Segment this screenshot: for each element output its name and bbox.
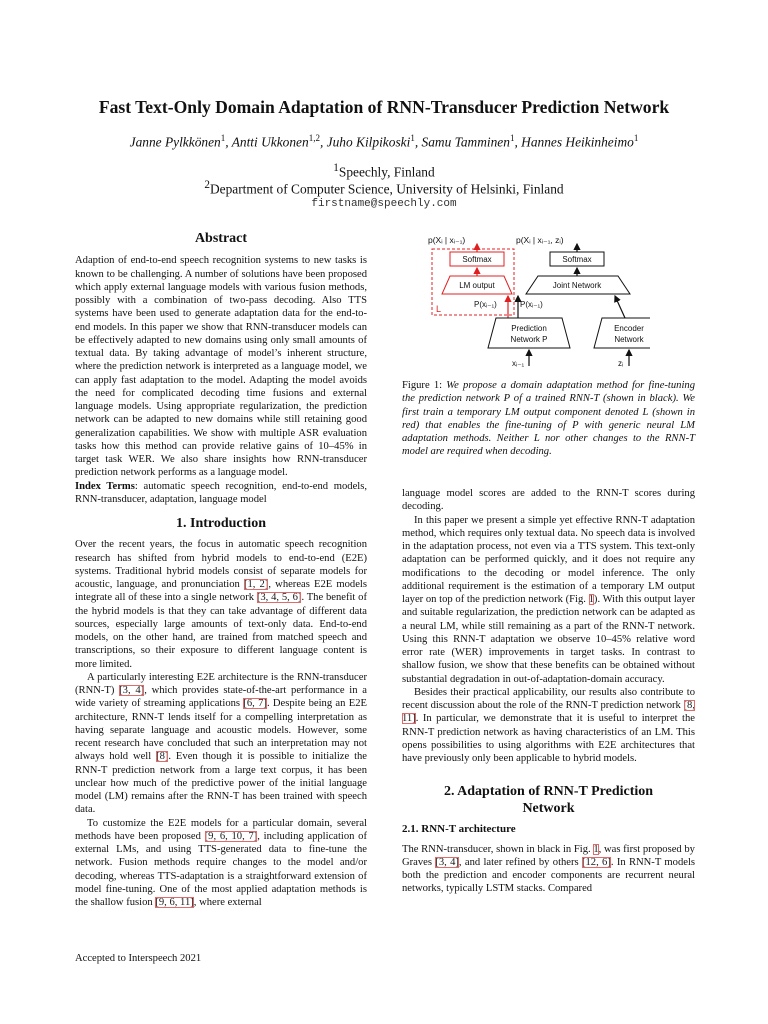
- intro-paragraph-2: A particularly interesting E2E architecture is the RNN-transducer (RNN-T) [3, 4], which provides state-of-the-art performance in a wide variety of streaming applications [6, 7]. Despite being an E2E architecture, RNN-T lends itself for a compelling interpretation as having separate language and acoustic models. However, some recent research have concluded that such an interpretation may not always hold well [8]. Even though it is possible to initialize the RNN-T prediction network from a large text corpus, it has been unclear how much of the predictive power of the initial language model (LM) remains after the RNN-T has been trained with speech data.: [75, 671, 368, 816]
- citation-link[interactable]: [9, 6, 11]: [155, 897, 194, 908]
- prediction-output-label-right: P(xᵢ₋₁): [520, 300, 543, 309]
- author-affiliation-mark: 1: [220, 133, 226, 143]
- prediction-network-label-1: Prediction: [511, 324, 547, 333]
- output-prob-lm-label: p(Xᵢ | xᵢ₋₁): [428, 235, 466, 245]
- figure-link[interactable]: 1: [588, 594, 594, 605]
- output-prob-rnnt-label: p(Xᵢ | xᵢ₋₁, zᵢ): [516, 235, 564, 245]
- L-label: L: [436, 304, 442, 314]
- softmax-red-label: Softmax: [462, 255, 492, 264]
- figure-1-diagram: [420, 232, 650, 374]
- figure-link[interactable]: 1: [593, 843, 599, 855]
- encoder-network-label-1: Encoder: [614, 324, 644, 333]
- author-name: Antti Ukkonen: [231, 134, 309, 150]
- introduction-heading: 1. Introduction: [176, 516, 266, 531]
- section-2-heading: 2. Adaptation of RNN-T Prediction Network: [443, 784, 654, 817]
- abstract-text: Adaption of end-to-end speech recognition systems to new tasks is known to be challenging. A number of solutions have been proposed which apply external language models with various fusion methods, possibly with a combination of two-pass decoding. Also TTS systems have been used to generate adaptation data for the end-to-end models. In this paper we show that RNN-transducer models can be effectively adapted to new domains using only small amounts of textual data. By taking advantage of model’s inherent structure, where the prediction network is interpreted as a language model, we can apply fast adaptation to the model. Adapting the model avoids the need for complicated decoding time fusions and external language models. Using appropriate regularization, the prediction network can be adapted to new domains while still retaining good generalization capabilities. We show with multiple ASR evaluation tasks how this method can provide relative gains of 10–45% in target task WER. We also share insights how RNN-transducer prediction network performs as a language model.: [75, 255, 367, 479]
- author-affiliation-mark: 1: [509, 133, 515, 143]
- citation-link[interactable]: [12, 6]: [581, 856, 611, 868]
- contact-email: firstname@speechly.com: [311, 198, 457, 210]
- softmax-black-label: Softmax: [562, 255, 592, 264]
- author-name: Juho Kilpikoski: [326, 134, 411, 150]
- author-name: Samu Tamminen: [421, 134, 510, 150]
- author-name: Hannes Heikinheimo: [521, 134, 634, 150]
- citation-link[interactable]: [6, 7]: [243, 698, 267, 710]
- author-affiliation-mark: 1,2: [308, 133, 320, 143]
- prediction-network-label-2: Network P: [510, 335, 548, 344]
- intro-paragraph-1: Over the recent years, the focus in automatic speech recognition research has shifted from hybrid models to end-to-end (E2E) systems. Traditional hybrid models consist of separate models for acoustic, language, and pronunciation [1, 2], whereas E2E models integrate all of these into a single network [3, 4, 5, 6]. The benefit of the hybrid models is that they can take advantage of different data sources, especially large amounts of text-only data. End-to-end models, on the other hand, are trained from matched speech and transcriptions, so their exposure to different language content is more limited.: [75, 539, 367, 670]
- affiliation-2: $^2$Department of Computer Science, University of Helsinki, Finland: [204, 179, 564, 197]
- author-list: Janne Pylkkönen$^1$, Antti Ukkonen$^{1,2}$, Juho Kilpikoski$^1$, Samu Tamminen$^1$, Hannes Heikinheimo$^1$: [129, 133, 639, 150]
- citation-link[interactable]: [3, 4]: [119, 685, 145, 696]
- prediction-output-label-left: P(xᵢ₋₁): [474, 300, 497, 309]
- encoder-network-label-2: Network: [614, 335, 644, 344]
- lm-output-label: LM output: [459, 281, 495, 290]
- author-affiliation-mark: 1: [410, 133, 415, 143]
- page-footer: Accepted to Interspeech 2021: [75, 953, 202, 964]
- right-paragraph-3: The RNN-transducer, shown in black in Fig. 1, was first proposed by Graves [3, 4], and later refined by others [12, 6]. In RNN-T models both the prediction and encoder components are recurrent neural networks, typically LSTM stacks. Compared: [402, 843, 696, 895]
- paper-title: Fast Text-Only Domain Adaptation of RNN-Transducer Prediction Network: [98, 97, 670, 117]
- index-terms: Index Terms: automatic speech recognition, end-to-end models, RNN-transducer, adaptation, language model: [75, 480, 367, 505]
- right-paragraph-2: Besides their practical applicability, our results also contribute to recent discussion about the role of the RNN-T prediction network [8, 11]. In particular, we demonstrate that it is useful to interpret the RNN-T prediction network as having characteristics of an LM. This opens possibilities to using algorithms with E2E architectures that have previously only been applicable to hybrid models.: [402, 686, 695, 764]
- citation-link[interactable]: [8, 11]: [402, 700, 695, 725]
- right-column: [402, 487, 695, 896]
- left-column: [75, 232, 367, 909]
- right-paragraph-0: language model scores are added to the RNN-T scores during decoding.: [402, 488, 695, 513]
- subsection-2-1-heading: 2.1. RNN-T architecture: [402, 823, 516, 836]
- author-name: Janne Pylkkönen: [129, 134, 221, 150]
- affiliation-1: $^1$Speechly, Finland: [333, 162, 435, 180]
- author-affiliation-mark: 1: [633, 133, 639, 143]
- joint-network-label: Joint Network: [552, 281, 602, 290]
- citation-link[interactable]: [9, 6, 10, 7]: [204, 830, 258, 842]
- citation-link[interactable]: [1, 2]: [243, 579, 269, 590]
- intro-paragraph-3: To customize the E2E models for a particular domain, several methods have been proposed [9, 6, 10, 7], including application of external LMs, and using TTS-generated data to fine-tune the network. Fusion methods require changes to the model and/or decoding, whereas TTS-adaptation is a straightforward extension of model fine-tuning. One of the most applied adaptation methods is the shallow fusion [9, 6, 11], where external: [75, 817, 367, 908]
- citation-link[interactable]: [8]: [156, 751, 169, 763]
- right-paragraph-1: In this paper we present a simple yet effective RNN-T adaptation method, which requires only textual data. No speech data is involved in the adaptation process, not even via a TTS system. This text-only adaptation can be performed quickly, and it does not require any modifications to the decoding or model inference. The only additional requirement is the estimation of a temporary LM output layer on top of the prediction network (Fig. 1). With this output layer and suitable regularization, the prediction network can be adapted as a neural LM, while still remaining as a part of the RNN-T network. Using this RNN-T adaptation we observe 10–45% relative word error rate (WER) improvements in target tasks. In contrast to shallow fusion, we show that these benefits can be obtained without substantial degradation in out-of-adaptation-domain accuracy.: [402, 514, 696, 685]
- citation-link[interactable]: [3, 4, 5, 6]: [256, 592, 302, 604]
- input-label-right: zᵢ: [618, 359, 624, 368]
- citation-link[interactable]: [3, 4]: [435, 856, 459, 868]
- abstract-heading: Abstract: [194, 231, 248, 246]
- input-label-left: xᵢ₋₁: [512, 359, 525, 368]
- figure-1-caption: Figure 1: We propose a domain adaptation method for fine-tuning the prediction network P of a trained RNN-T (shown in black). We first train a temporary LM output component denoted L (shown in red) that enables the fine-tuning of P with generic neural LM adaptation methods. Neither L nor other changes to the RNN-T model are required when decoding.: [402, 380, 695, 458]
